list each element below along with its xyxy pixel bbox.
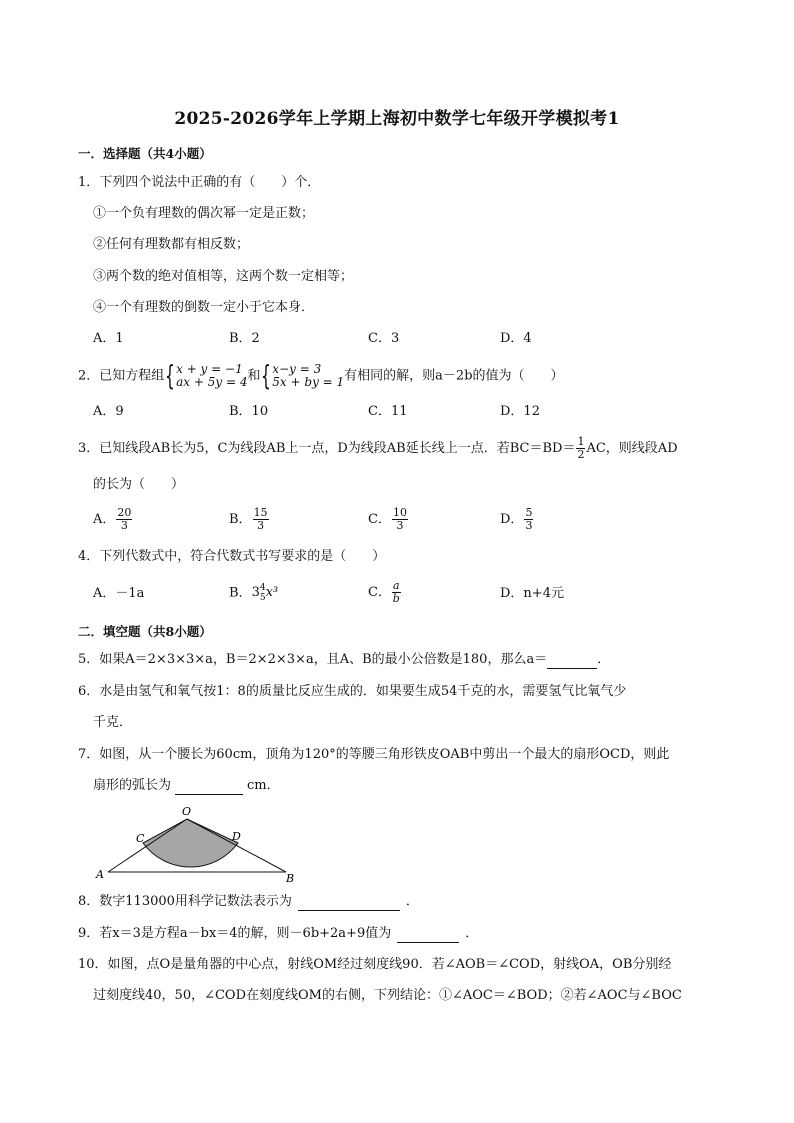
question-3-option-b [229, 505, 270, 535]
exam-title: 2025-2026学年上学期上海初中数学七年级开学模拟考1 [174, 109, 620, 129]
question-1-option-b: B．2 [229, 331, 260, 346]
question-7-text-b: cm． [247, 778, 280, 793]
question-1-option-c: C．3 [368, 331, 400, 346]
question-4-option-d: D．n+4元 [500, 586, 564, 601]
question-6-line-2: 千克． [93, 715, 133, 730]
question-10-line-2: 过刻度线40，50，∠COD在刻度线OM的右侧，下列结论：①∠AOC＝∠BOD；②若∠AOC与∠BOC [93, 988, 682, 1003]
section-heading-choice: 一．选择题（共4小题） [78, 146, 212, 161]
question-2-stem [78, 359, 564, 392]
system-2-row-1: x−y = 3 [272, 362, 322, 376]
left-brace-icon: { [165, 359, 176, 392]
option-label: C． [368, 512, 391, 527]
question-1-statement-2: ②任何有理数都有相反数； [93, 237, 250, 252]
mixed-whole: 3 [251, 585, 260, 600]
fraction-numerator: 10 [392, 506, 407, 519]
figure-sector-triangle [90, 804, 300, 882]
question-2-option-c: C．11 [368, 404, 408, 419]
answer-blank[interactable] [547, 654, 597, 669]
option-fraction [116, 507, 132, 532]
question-1-option-a: A．1 [93, 331, 124, 346]
question-8-text: 8．数字113000用科学记数法表示为 [78, 894, 292, 909]
option-label: C． [368, 585, 391, 600]
fraction-numerator: 5 [525, 506, 533, 519]
question-7-line-1: 7．如图，从一个腰长为60cm，顶角为120°的等腰三角形铁皮OAB中剪出一个最大的扇形OCD，则此 [78, 747, 670, 762]
option-fraction [253, 507, 269, 532]
fraction-denominator: 3 [120, 519, 128, 532]
fraction-denominator: 3 [396, 519, 404, 532]
question-8-end: ． [405, 894, 419, 909]
question-5-end: ． [597, 652, 611, 667]
question-3-option-d [500, 505, 534, 535]
question-9-end: ． [465, 926, 479, 941]
question-4-option-a: A．－1a [93, 586, 145, 601]
option-label: B． [229, 512, 252, 527]
question-5 [78, 651, 610, 669]
left-brace-icon: { [261, 359, 272, 392]
question-5-text: 5．如果A＝2×3×3×a，B＝2×2×3×a，且A、B的最小公倍数是180，那么a＝ [78, 652, 548, 667]
mixed-number [252, 578, 279, 608]
question-1-statement-1: ①一个负有理数的偶次幂一定是正数； [93, 206, 315, 221]
label-c: C [136, 832, 145, 845]
section-heading-fill: 二．填空题（共8小题） [78, 624, 212, 639]
fraction-numerator: 20 [117, 506, 132, 519]
label-d: D [232, 830, 241, 843]
question-4-option-c [368, 578, 402, 608]
question-2-suffix: 有相同的解，则a－2b的值为（ ） [344, 368, 564, 384]
question-9-text: 9．若x＝3是方程a－bx＝4的解，则－6b+2a+9值为 [78, 926, 392, 941]
label-b: B [286, 872, 295, 882]
question-2-option-b: B．10 [229, 404, 269, 419]
fraction-denominator: 3 [525, 519, 533, 532]
question-6-line-1: 6．水是由氢气和氧气按1：8的质量比反应生成的．如果要生成54千克的水，需要氢气比氧气少 [78, 684, 627, 699]
question-1-statement-3: ③两个数的绝对值相等，这两个数一定相等； [93, 269, 354, 284]
variable-term: x³ [265, 585, 279, 600]
fraction-numerator: a [392, 579, 400, 592]
question-3-option-a [93, 505, 133, 535]
question-2-option-d: D．12 [500, 404, 540, 419]
fraction-denominator: b [392, 592, 400, 605]
sector-ocd [143, 819, 238, 867]
question-3-option-c [368, 505, 409, 535]
label-a: A [96, 868, 104, 881]
question-9 [78, 925, 478, 943]
fraction-one-half [576, 436, 585, 461]
fraction-denominator: 2 [577, 448, 585, 461]
option-label: A． [93, 512, 116, 527]
option-fraction [392, 580, 401, 605]
question-7-line-2 [93, 777, 280, 795]
question-2-prefix: 2．已知方程组 [78, 368, 165, 384]
question-10-line-1: 10．如图，点O是量角器的中心点，射线OM经过刻度线90．若∠AOB＝∠COD，射线OA，OB分别经 [78, 957, 672, 972]
answer-blank[interactable] [397, 928, 459, 943]
fraction-denominator: 3 [257, 519, 265, 532]
equation-system-1 [164, 359, 248, 392]
answer-blank[interactable] [175, 780, 243, 795]
question-3-text-a: 3．已知线段AB长为5，C为线段AB上一点，D为线段AB延长线上一点．若BC＝BD＝ [78, 441, 576, 456]
question-1-statement-4: ④一个有理数的倒数一定小于它本身． [93, 300, 315, 315]
system-1-row-2: ax + 5y = 4 [176, 375, 248, 389]
question-1-option-d: D．4 [500, 331, 532, 346]
question-4-option-b [229, 578, 278, 609]
question-3-line-2: 的长为（ ） [93, 477, 185, 492]
fraction-numerator: 1 [577, 435, 585, 448]
question-3-text-b: AC，则线段AD [586, 441, 678, 456]
option-fraction [392, 507, 408, 532]
system-2-row-2: 5x + by = 1 [272, 375, 345, 389]
question-4-stem: 4．下列代数式中，符合代数式书写要求的是（ ） [78, 549, 386, 564]
fraction-numerator: 15 [253, 506, 268, 519]
equation-system-2 [260, 359, 345, 392]
question-2-option-a: A．9 [93, 404, 124, 419]
question-1-stem: 1．下列四个说法中正确的有（ ）个． [78, 175, 321, 190]
question-3-line-1 [78, 435, 678, 463]
system-1-row-1: x + y = −1 [176, 362, 243, 376]
question-8 [78, 893, 419, 911]
question-2-and: 和 [247, 368, 261, 384]
option-label: D． [500, 512, 524, 527]
fraction-denominator: 5 [259, 593, 266, 603]
option-fraction [524, 507, 533, 532]
option-label: B． [229, 585, 252, 601]
question-7-text-a: 扇形的弧长为 [93, 778, 172, 793]
fraction-numerator: 4 [259, 583, 266, 593]
answer-blank[interactable] [298, 896, 400, 911]
label-o: O [182, 805, 192, 818]
